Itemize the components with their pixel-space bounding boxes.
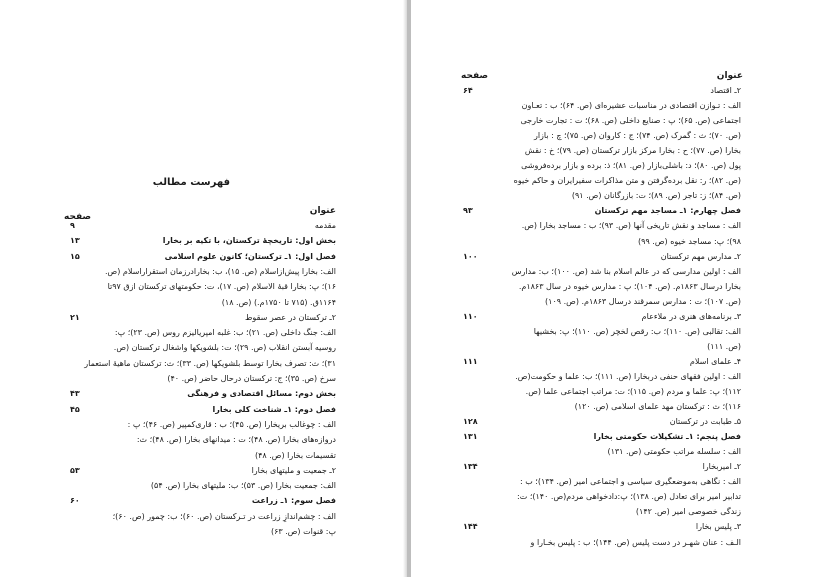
toc-entry-page: ۱۳ [70,236,80,246]
toc-entry-page: ۱۴۴ [463,522,478,532]
toc-entry-page: ۱۰۰ [463,251,478,261]
toc-entry-text: الـف : عنان شهـر در دست پلیس (ص. ۱۴۴)؛ ب : پلیس بخـارا و [530,537,741,547]
toc-entry-text: ۱۶)؛ پ: بخارا قبهٔ الاسلام (ص. ۱۷)، ت: حکومتهای ترکستان ازق ۹۷تا [107,282,336,292]
toc-entry-text: ۲ـ ترکستان در عصر سقوط [245,312,336,322]
toc-entry-text: الف: جنگ داخلی (ص. ۲۱)؛ ب: غلبه امپریالیزم روس (ص. ۲۳)؛ پ: [114,328,336,338]
toc-entry-text: (ص. ۱۱۱) [707,341,741,351]
toc-entry-text: دروازه‌های بخارا (ص. ۴۸)؛ ت : میدانهای بخارا (ص. ۴۸)؛ ث: [136,435,336,445]
left-page [0,0,408,577]
toc-entry-page: ۶۰ [70,496,80,506]
toc-entry-text: ۱۱۶۴ق. (۷۱۵ تا ۱۷۵۰م.) (ص. ۱۸) [221,297,336,307]
toc-entry-text: ۹۸)؛ پ: مساجد خیوه (ص. ۹۹) [638,236,741,246]
toc-entry-page: ۲۱ [70,312,80,322]
toc-entry-text: بخارا درسال ۱۸۶۳م. (ص. ۱۰۴)؛ پ : مدارس خیوه در سال ۱۸۶۳م. [518,281,741,291]
toc-entry-text: الف : سلسله مراتب حکومتی (ص. ۱۳۱) [607,447,741,457]
toc-entry-text: ۲ـ جمعیت و ملیتهای بخارا [251,465,336,475]
toc-entry-page: ۱۳۴ [463,462,478,472]
toc-entry-text: ۳ـ برنامه‌های هنری در ملاء‌عام [641,311,741,321]
toc-entry-page: ۹۳ [463,206,473,216]
toc-entry-text: فصل چهارم: ۱ـ مساجد مهم ترکستان [594,206,741,216]
toc-entry-text: مقدمه [314,221,336,230]
toc-entry-text: ۲ـ مدارس مهم ترکستان [660,251,741,261]
right-page [411,0,819,577]
toc-entry-text: (ص. ۸۴)؛ ز: تاجر (ص. ۸۹)؛ ت: بازرگانان (ص. ۹۱) [571,191,741,201]
toc-entry-text: بخش اول: تاریخچهٔ ترکستان، با تکیه بر بخارا [162,236,336,246]
toc-entry-page: ۴۵ [70,404,80,414]
column-header-page: صفحه [64,212,92,222]
toc-entry-text: اجتماعی (ص. ۶۵)؛ پ : صنایع داخلی (ص. ۶۸)؛ ت : تجارت خارجی [520,116,741,126]
toc-entry-page: ۶۴ [463,86,473,95]
toc-entry-text: (ص. ۷۰)؛ ث : گمرک (ص. ۷۴)؛ ج : کاروان (ص. ۷۵)؛ چ : بازار [533,131,741,141]
toc-entry-text: الف : اولین فقهای حنفی دربخارا (ص. ۱۱۱)؛ ب: علما و حکومت(ص. [515,371,741,381]
toc-entry-text: ۱۱۲)؛ پ: علما و مردم (ص. ۱۱۵)؛ ت: مراتب اجتماعی علما (ص. [525,387,741,396]
toc-entry-text: فصل اول: ۱ـ ترکستان؛ کانون علوم اسلامی [164,251,336,261]
toc-entry-text: الف : تـوازن اقتصادی در مناسبات عشیره‌ای (ص. ۶۴)؛ ب : تعـاون [521,101,741,111]
column-header-page: صفحه [461,71,489,81]
toc-entry-text: پ: قنوات (ص. ۶۳) [270,527,336,536]
toc-entry-page: ۱۳۱ [463,432,478,442]
toc-entry-text: تدابیر امیر برای تعادل (ص. ۱۳۸)؛ پ:دادخواهی مردم(ص. ۱۴۰)؛ ت: [517,492,741,502]
toc-entry-text: تقسیمات بخارا (ص. ۴۸) [254,450,336,460]
toc-entry-text: ۲ـ اقتصاد [710,86,741,95]
page-title: فهرست مطالب [152,177,230,188]
toc-entry-text: سرخ (ص. ۳۵)؛ ج: ترکستان درحال حاضر (ص. ۴۰) [167,374,336,383]
toc-entry-page: ۱۱۱ [463,356,478,366]
toc-entry-text: الف: جمعیت بخارا (ص. ۵۳)؛ ب: ملیتهای بخارا (ص. ۵۴) [150,481,336,491]
toc-entry-text: الف : چوغالب بریخارا (ص. ۴۵)؛ ب : قاری‌کمپیر (ص. ۴۶)؛ پ : [127,419,336,429]
toc-entry-text: ۱۱۶)؛ ث : ترکستان مهد علمای اسلامی (ص. ۱۲۰) [574,402,741,412]
toc-entry-page: ۹ [70,221,75,230]
toc-entry-text: الف : مساجد و نقش تاریخی آنها (ص. ۹۳)؛ ب : مساجد بخارا (ص. [521,221,741,231]
toc-entry-page: ۵۳ [70,465,80,475]
toc-entry-text: (ص. ۱۰۷)؛ ت : مدارس سمرقند درسال ۱۸۶۳م. (ص. ۱۰۹) [545,296,741,306]
toc-entry-text: روسیه آبستن انقلاب (ص. ۲۹)؛ ت: بلشویکها واشغال ترکستان (ص. [113,343,336,353]
toc-entry-text: فصل دوم: ۱ـ شناخت کلی بخارا [212,404,336,414]
toc-entry-text: ۲ـ امیربخارا [702,462,741,472]
toc-entry-text: الف: تقالبی (ص. ۱۱۰)؛ ب: رقص لخچر (ص. ۱۱۰)؛ پ: بخشیها [533,326,741,336]
toc-entry-text: الف : اولین مدارسی که در عالم اسلام بنا شد (ص. ۱۰۰)؛ ب: مدارس [511,266,741,276]
toc-entry-text: ۳۱)؛ ث: تصرف بخارا توسط بلشویکها (ص. ۳۳)؛ ث: ترکستان ماهیهٔ استعمار [84,358,336,368]
toc-entry-text: فصل سوم: ۱ـ زراعت [251,496,336,506]
toc-entry-text: الف: بخارا پیش‌ازاسلام (ص. ۱۵)، ب: بخارادرزمان استقراراسلام (ص. [104,266,336,276]
toc-entry-page: ۱۱۰ [463,311,478,321]
toc-entry-text: الف : چشم‌اندازِ زراعت در تـرکستان (ص. ۶۰)؛ ب: چمور (ص. ۶۰)؛ [112,511,336,521]
toc-entry-text: ۵ـ طبابت در ترکستان [669,417,741,427]
column-header-title: عنوان [309,206,336,216]
toc-entry-text: بخارا (ص. ۷۷)؛ ح : بخارا مرکز بازار ترکستان (ص. ۷۹)؛ خ : نقش [524,146,741,156]
toc-entry-text: ۳ـ پلیس بخارا [695,522,741,532]
toc-entry-page: ۱۲۸ [463,417,478,427]
toc-entry-page: ۱۵ [70,251,80,261]
toc-entry-text: فصل پنجم: ۱ـ تشکیلات حکومتی بخارا [593,432,741,442]
column-header-title: عنوان [716,71,743,81]
toc-entry-page: ۴۳ [70,389,80,399]
toc-entry-text: الف : نگاهی به‌موضعگیری سیاسی و اجتماعی امیر (ص. ۱۳۴)؛ ب : [519,477,741,487]
toc-entry-text: ۴ـ علمای اسلام [689,356,741,366]
toc-entry-text: بخش دوم: مسائل اقتصادی و فرهنگی [187,389,336,399]
toc-entry-text: پول (ص. ۸۰)؛ د: باشلی‌بازار (ص. ۸۱)؛ ذ: برده و بازار برده‌فروشی [521,161,741,171]
toc-entry-text: زندگی خصوصی امیر (ص. ۱۴۲) [635,507,741,517]
toc-entry-text: (ص. ۸۲)؛ ر: نقل برده‌گرفتن و متن مذاکرات سفیرایران و حاکم خیوه [513,176,741,186]
